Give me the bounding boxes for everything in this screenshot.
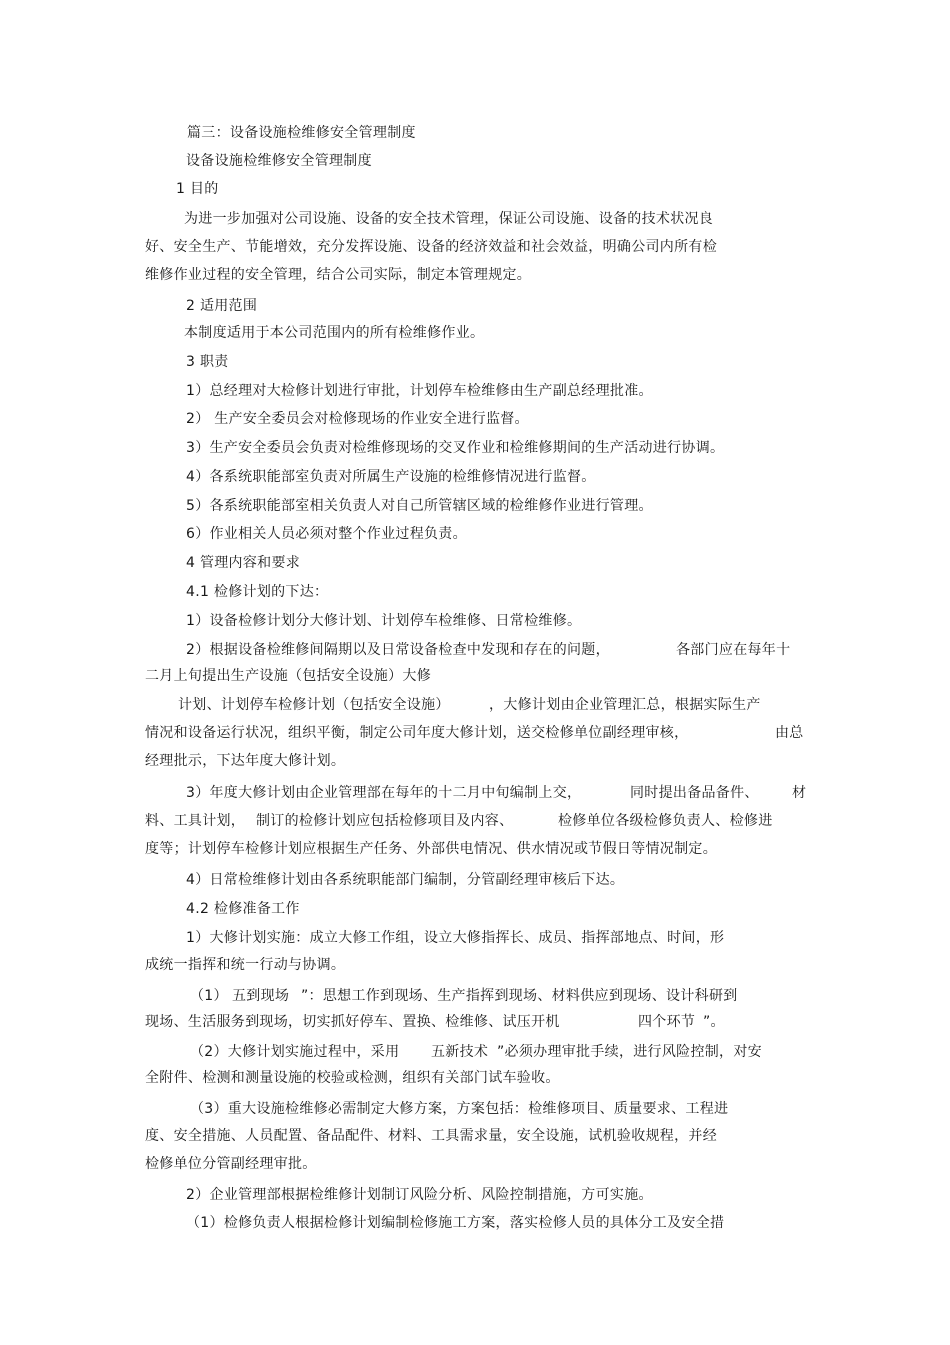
text-fragment: ，大修计划由企业管理汇总，根据实际生产 xyxy=(489,697,761,713)
text-line: 度、安全措施、人员配置、备品配件、材料、工具需求量，安全设施，试机验收规程，并经 xyxy=(145,1128,717,1144)
text-line: 二月上旬提出生产设施（包括安全设施）大修 xyxy=(145,668,431,684)
text-line: 4）日常检维修计划由各系统职能部门编制，分管副经理审核后下达。 xyxy=(186,872,625,888)
text-line: 情况和设备运行状况，组织平衡，制定公司年度大修计划，送交检修单位副经理审核， xyxy=(145,725,689,741)
heading-purpose: 1 目的 xyxy=(176,181,219,197)
text-line: 1）设备检修计划分大修计划、计划停车检维修、日常检维修。 xyxy=(186,613,582,629)
text-fragment: 材 xyxy=(792,785,807,801)
text-fragment: 检修单位各级检修负责人、检修进 xyxy=(558,813,773,829)
text-fragment: （2）大修计划实施过程中，采用 xyxy=(190,1044,400,1060)
text-fragment: （1） xyxy=(190,988,228,1004)
heading-scope: 2 适用范围 xyxy=(186,298,258,314)
text-fragment: ”。 xyxy=(703,1014,725,1030)
heading-management: 4 管理内容和要求 xyxy=(186,555,301,571)
heading-duties: 3 职责 xyxy=(186,354,229,370)
document-title: 设备设施检维修安全管理制度 xyxy=(186,153,372,169)
text-line: 检修单位分管副经理审批。 xyxy=(145,1156,317,1172)
text-fragment: ”：思想工作到现场、生产指挥到现场、材料供应到现场、设计科研到 xyxy=(301,988,738,1004)
text-fragment: 五到现场 xyxy=(232,988,290,1004)
text-fragment: 制订的检修计划应包括检修项目及内容、 xyxy=(256,813,514,829)
text-fragment: 由总 xyxy=(775,725,804,741)
heading-preparation: 4.2 检修准备工作 xyxy=(186,901,300,917)
text-line: 2）根据设备检维修间隔期以及日常设备检查中发现和存在的问题， xyxy=(186,642,610,658)
text-line: 好、安全生产、节能增效，充分发挥设施、设备的经济效益和社会效益，明确公司内所有检 xyxy=(145,239,717,255)
text-line: 5）各系统职能部室相关负责人对自己所管辖区域的检维修作业进行管理。 xyxy=(186,498,653,514)
text-line: 3）生产安全委员会负责对检维修现场的交叉作业和检维修期间的生产活动进行协调。 xyxy=(186,440,725,456)
text-line: 全附件、检测和测量设施的校验或检测，组织有关部门试车验收。 xyxy=(145,1070,560,1086)
text-line: 4）各系统职能部室负责对所属生产设施的检维修情况进行监督。 xyxy=(186,469,596,485)
text-line: 维修作业过程的安全管理，结合公司实际，制定本管理规定。 xyxy=(145,267,532,283)
text-line: 6）作业相关人员必须对整个作业过程负责。 xyxy=(186,526,467,542)
text-fragment: ”必须办理审批手续，进行风险控制，对安 xyxy=(497,1044,762,1060)
text-line: 1）大修计划实施：成立大修工作组，设立大修指挥长、成员、指挥部地点、时间，形 xyxy=(186,930,725,946)
text-line: 为进一步加强对公司设施、设备的安全技术管理，保证公司设施、设备的技术状况良 xyxy=(184,211,714,227)
text-fragment: 四个环节 xyxy=(638,1014,696,1030)
text-line: 计划、计划停车检修计划（包括安全设施） xyxy=(178,697,450,713)
text-line: （1）检修负责人根据检修计划编制检修施工方案，落实检修人员的具体分工及安全措 xyxy=(186,1215,725,1231)
text-fragment: 同时提出备品备件、 xyxy=(630,785,759,801)
text-line: 经理批示，下达年度大修计划。 xyxy=(145,753,346,769)
text-line: 度等；计划停车检修计划应根据生产任务、外部供电情况、供水情况或节假日等情况制定。 xyxy=(145,841,717,857)
section-heading: 篇三：设备设施检维修安全管理制度 xyxy=(187,125,416,141)
text-line: 2） 生产安全委员会对检修现场的作业安全进行监督。 xyxy=(186,411,529,427)
text-fragment: 五新技术 xyxy=(431,1044,489,1060)
text-line: 2）企业管理部根据检维修计划制订风险分析、风险控制措施，方可实施。 xyxy=(186,1187,653,1203)
text-line: （3）重大设施检维修必需制定大修方案，方案包括：检维修项目、质量要求、工程进 xyxy=(190,1101,729,1117)
text-line: 本制度适用于本公司范围内的所有检维修作业。 xyxy=(184,325,485,341)
text-line: 1）总经理对大检修计划进行审批，计划停车检维修由生产副总经理批准。 xyxy=(186,383,653,399)
text-line: 3）年度大修计划由企业管理部在每年的十二月中旬编制上交， xyxy=(186,785,582,801)
text-fragment: 各部门应在每年十 xyxy=(676,642,791,658)
text-line: 现场、生活服务到现场，切实抓好停车、置换、检维修、试压开机 xyxy=(145,1014,560,1030)
text-line: 成统一指挥和统一行动与协调。 xyxy=(145,957,346,973)
heading-plan: 4.1 检修计划的下达： xyxy=(186,584,329,600)
text-line: 料、工具计划， xyxy=(145,813,246,829)
